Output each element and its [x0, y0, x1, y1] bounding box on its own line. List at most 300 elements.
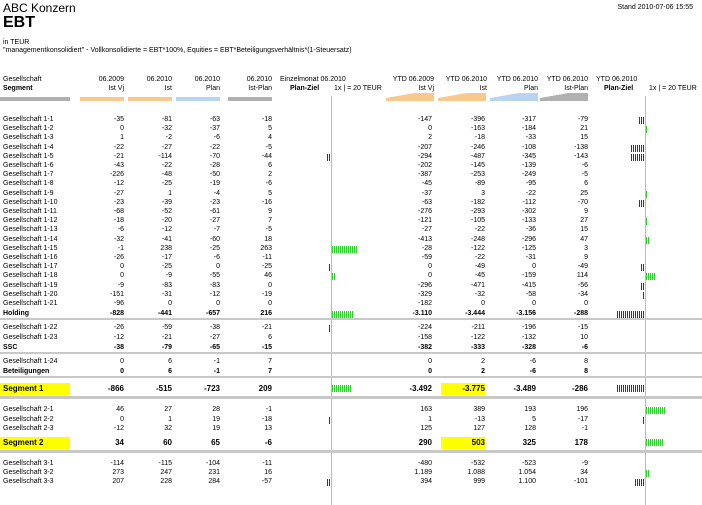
col-m2c: 1x | = 20 TEUR — [649, 85, 697, 92]
negative-bar — [629, 385, 630, 392]
plan-target-bars — [646, 439, 664, 446]
month-value: -11 — [262, 460, 272, 467]
negative-bar — [643, 200, 644, 207]
plan-target-bars — [332, 385, 352, 392]
row-label: Gesellschaft 2-2 — [3, 415, 54, 423]
ytd-value: -9 — [581, 460, 588, 467]
month-value: -18 — [261, 116, 272, 123]
ytd-value: 127 — [473, 424, 485, 432]
row-label: Holding — [3, 310, 30, 318]
col-y4a: YTD 06.2010 — [546, 76, 588, 83]
row-label: Segment 1 — [0, 383, 70, 395]
month-value: -6 — [265, 180, 272, 188]
month-value: -12 — [113, 180, 124, 188]
negative-bar — [329, 154, 330, 161]
positive-bar — [352, 246, 353, 253]
ytd-value: -6 — [581, 162, 588, 169]
col-m1c: 1x | = 20 TEUR — [334, 85, 382, 92]
ytd-value: -122 — [470, 333, 485, 341]
ytd-value: -36 — [525, 226, 536, 234]
table-row — [0, 133, 702, 142]
ytd-value: -211 — [471, 324, 485, 332]
plan-target-bars — [631, 154, 645, 161]
ytd-value: -95 — [525, 180, 536, 188]
plan-target-bars — [646, 237, 650, 244]
month-value: 0 — [120, 125, 124, 133]
ytd-value: 394 — [420, 478, 432, 486]
month-value: 5 — [268, 125, 272, 133]
month-value: 0 — [216, 300, 220, 307]
negative-bar — [621, 385, 622, 392]
month-value: -104 — [205, 460, 220, 467]
plan-target-bars — [631, 145, 645, 152]
month-value: -12 — [113, 333, 124, 341]
negative-bar — [329, 325, 330, 332]
month-value: -65 — [209, 343, 220, 351]
ytd-value: -413 — [417, 235, 432, 243]
positive-bar — [650, 273, 651, 280]
positive-bar — [350, 246, 351, 253]
table-row — [0, 143, 702, 152]
ytd-value: -158 — [417, 333, 432, 341]
bar-y2 — [438, 93, 486, 101]
ytd-value: -49 — [577, 263, 588, 271]
negative-bar — [639, 145, 640, 152]
month-value: -115 — [158, 460, 172, 467]
month-value: 46 — [264, 272, 272, 280]
month-value: -43 — [113, 162, 124, 169]
month-value: -38 — [113, 343, 124, 351]
month-value: -18 — [261, 415, 272, 423]
ytd-value: -6 — [581, 343, 588, 351]
month-value: -12 — [209, 290, 220, 298]
negative-bar — [643, 311, 644, 318]
month-value: 34 — [115, 438, 124, 447]
segment-separator — [0, 450, 702, 453]
col-c3b: Plan — [205, 85, 220, 92]
negative-bar — [643, 479, 644, 486]
month-value: 273 — [112, 469, 124, 477]
positive-bar — [656, 439, 657, 446]
table-row — [0, 198, 702, 207]
month-value: -23 — [113, 198, 124, 206]
ytd-value: 8 — [584, 358, 588, 365]
month-value: -20 — [161, 217, 172, 225]
table-row — [0, 333, 702, 342]
month-value: 7 — [268, 358, 272, 365]
negative-bar — [627, 311, 628, 318]
row-label: Gesellschaft 1-6 — [3, 162, 54, 169]
negative-bar — [631, 385, 632, 392]
month-value: 65 — [211, 438, 220, 447]
month-value: -55 — [209, 272, 220, 280]
month-value: -114 — [158, 152, 172, 160]
month-value: -6 — [213, 254, 220, 261]
table-row — [0, 225, 702, 234]
ytd-value: 2 — [428, 134, 432, 142]
ytd-value: 999 — [473, 478, 485, 486]
month-value: -866 — [107, 384, 124, 394]
month-value: 6 — [268, 162, 272, 169]
month-value: -828 — [109, 310, 124, 318]
table-row — [0, 216, 702, 225]
table-row — [0, 124, 702, 133]
ytd-value: -396 — [470, 116, 485, 123]
month-value: -37 — [209, 125, 220, 133]
positive-bar — [654, 439, 655, 446]
ytd-value: -296 — [521, 235, 536, 243]
negative-bar — [643, 385, 644, 392]
ytd-value: 3 — [584, 244, 588, 252]
month-value: -5 — [265, 143, 272, 151]
segment-row — [0, 383, 702, 395]
ytd-value: -249 — [521, 171, 536, 179]
month-value: -226 — [109, 171, 124, 179]
negative-bar — [643, 283, 644, 290]
timestamp: Stand 2010-07-06 15:55 — [617, 4, 693, 11]
month-value: 1 — [168, 189, 172, 197]
row-label: Gesellschaft 1-4 — [3, 143, 54, 151]
month-value: -25 — [161, 263, 172, 271]
negative-bar — [619, 311, 620, 318]
month-value: 6 — [268, 333, 272, 341]
plan-target-bars — [617, 385, 645, 392]
row-label: Gesellschaft 1-1 — [3, 116, 54, 123]
month-value: -515 — [155, 384, 172, 394]
table-row — [0, 415, 702, 424]
negative-bar — [633, 154, 634, 161]
month-value: -657 — [205, 310, 220, 318]
month-value: -9 — [117, 281, 124, 289]
ytd-value: 10 — [580, 333, 588, 341]
table-row — [0, 262, 702, 271]
ytd-value: -28 — [421, 244, 432, 252]
plan-target-bars — [646, 191, 648, 198]
ytd-value: 0 — [428, 272, 432, 280]
ytd-value: -17 — [577, 415, 588, 423]
row-label: Gesellschaft 1-19 — [3, 281, 58, 289]
month-value: 1 — [168, 415, 172, 423]
ytd-value: -33 — [525, 134, 536, 142]
positive-bar — [332, 385, 333, 392]
ytd-value: 0 — [428, 125, 432, 133]
ytd-value: -145 — [470, 162, 485, 169]
subtotal-row — [0, 367, 702, 376]
negative-bar — [639, 200, 640, 207]
month-value: -22 — [161, 162, 172, 169]
ytd-value: -288 — [573, 310, 588, 318]
ytd-value: -202 — [417, 162, 432, 169]
positive-bar — [344, 385, 345, 392]
month-value: 284 — [208, 478, 220, 486]
negative-bar — [625, 385, 626, 392]
month-value: -81 — [161, 116, 172, 123]
col-c2a: 06.2010 — [146, 76, 172, 83]
ytd-value: -286 — [571, 384, 588, 394]
positive-bar — [334, 273, 335, 280]
positive-bar — [648, 407, 649, 414]
ytd-value: -45 — [421, 180, 432, 188]
month-value: 0 — [120, 358, 124, 365]
col-m1a: Einzelmonat 06.2010 — [280, 76, 346, 83]
positive-bar — [340, 311, 341, 318]
ytd-value: -34 — [577, 290, 588, 298]
month-value: 0 — [120, 272, 124, 280]
ytd-value: -3.110 — [412, 310, 432, 318]
ytd-value: -328 — [521, 343, 536, 351]
segment-row — [0, 437, 702, 449]
positive-bar — [354, 246, 355, 253]
positive-bar — [342, 311, 343, 318]
row-label: Gesellschaft 3-3 — [3, 478, 54, 486]
month-value: 5 — [268, 189, 272, 197]
ytd-value: 1.100 — [518, 478, 536, 486]
ytd-value: -32 — [474, 290, 485, 298]
subtotal-row — [0, 309, 702, 318]
month-value: 228 — [160, 478, 172, 486]
ytd-value: -70 — [577, 198, 588, 206]
ytd-value: 25 — [580, 189, 588, 197]
ytd-value: -182 — [417, 300, 432, 307]
month-value: -70 — [209, 152, 220, 160]
col-c4b: Ist-Plan — [248, 85, 272, 92]
table-row — [0, 244, 702, 253]
ytd-value: -415 — [521, 281, 536, 289]
col-y4b: Ist-Plan — [564, 85, 588, 92]
negative-bar — [617, 385, 618, 392]
negative-bar — [635, 479, 636, 486]
positive-bar — [350, 311, 351, 318]
month-value: -68 — [113, 208, 124, 215]
ytd-value: 0 — [584, 300, 588, 307]
month-value: -22 — [209, 143, 220, 151]
month-value: -12 — [161, 226, 172, 234]
col-m2b: Plan-Ziel — [604, 85, 634, 92]
unit-label: in TEUR — [3, 39, 30, 46]
plan-target-bars — [635, 479, 645, 486]
plan-target-bars — [329, 264, 331, 271]
month-value: -7 — [213, 226, 220, 234]
positive-bar — [346, 246, 347, 253]
negative-bar — [639, 385, 640, 392]
plan-target-bars — [327, 154, 331, 161]
negative-bar — [641, 145, 642, 152]
month-value: -16 — [261, 198, 272, 206]
positive-bar — [656, 407, 657, 414]
month-value: -38 — [209, 324, 220, 332]
row-label: Gesellschaft 1-16 — [3, 254, 58, 261]
negative-bar — [637, 479, 638, 486]
positive-bar — [646, 237, 647, 244]
month-value: -21 — [113, 152, 124, 160]
negative-bar — [623, 385, 624, 392]
negative-bar — [643, 417, 644, 424]
ytd-value: -387 — [417, 171, 432, 179]
negative-bar — [641, 200, 642, 207]
negative-bar — [637, 145, 638, 152]
col-gesellschaft: Gesellschaft — [3, 76, 42, 83]
col-m1b: Plan-Ziel — [290, 85, 320, 92]
col-y3a: YTD 06.2010 — [496, 76, 538, 83]
ytd-value: -382 — [417, 343, 432, 351]
month-value: -151 — [109, 290, 124, 298]
month-value: 238 — [160, 244, 172, 252]
positive-bar — [652, 407, 653, 414]
table-row — [0, 253, 702, 262]
ytd-value: -5 — [581, 171, 588, 179]
month-value: 231 — [208, 469, 220, 477]
plan-target-bars — [646, 273, 656, 280]
ytd-value: -37 — [421, 189, 432, 197]
row-label: Gesellschaft 3-1 — [3, 460, 54, 467]
row-label: Gesellschaft 1-5 — [3, 152, 54, 160]
row-label: Gesellschaft 2-1 — [3, 406, 54, 414]
negative-bar — [641, 283, 642, 290]
ytd-value: -18 — [474, 134, 485, 142]
col-c4a: 06.2010 — [246, 76, 272, 83]
month-value: 2 — [268, 171, 272, 179]
positive-bar — [336, 311, 337, 318]
ytd-value: 21 — [580, 125, 588, 133]
positive-bar — [344, 246, 345, 253]
month-value: 18 — [264, 235, 272, 243]
month-value: 19 — [212, 415, 220, 423]
negative-bar — [639, 154, 640, 161]
ytd-value: -1 — [581, 424, 588, 432]
row-label: Gesellschaft 1-12 — [3, 217, 58, 225]
month-value: -39 — [161, 198, 172, 206]
ytd-value: -480 — [417, 460, 432, 467]
ytd-value: -293 — [470, 208, 485, 215]
positive-bar — [660, 407, 661, 414]
positive-bar — [662, 407, 663, 414]
ytd-value: -3.444 — [465, 310, 485, 318]
positive-bar — [348, 385, 349, 392]
month-value: -27 — [209, 217, 220, 225]
negative-bar — [635, 154, 636, 161]
month-value: 263 — [260, 244, 272, 252]
positive-bar — [648, 470, 649, 477]
row-label: Gesellschaft 1-22 — [3, 324, 58, 332]
col-m2a: YTD 06.2010 — [596, 76, 638, 83]
month-value: 216 — [260, 310, 272, 318]
month-value: -4 — [213, 189, 220, 197]
positive-bar — [334, 385, 335, 392]
positive-bar — [332, 246, 333, 253]
month-value: -2 — [165, 134, 172, 142]
ytd-value: -471 — [470, 281, 485, 289]
positive-bar — [336, 385, 337, 392]
ytd-value: 5 — [532, 415, 536, 423]
company-name: ABC Konzern — [3, 1, 76, 15]
table-row — [0, 405, 702, 414]
plan-target-bars — [646, 470, 650, 477]
negative-bar — [641, 264, 642, 271]
plan-target-bars — [617, 311, 645, 318]
negative-bar — [329, 479, 330, 486]
plan-target-bars — [641, 283, 645, 290]
row-label: Gesellschaft 1-21 — [3, 300, 58, 307]
positive-bar — [338, 311, 339, 318]
ytd-value: -248 — [470, 235, 485, 243]
negative-bar — [631, 145, 632, 152]
row-label: Gesellschaft 1-8 — [3, 180, 54, 188]
bar-c2 — [128, 97, 172, 101]
ytd-value: -294 — [417, 152, 432, 160]
month-value: -96 — [113, 300, 124, 307]
month-value: -31 — [161, 290, 172, 298]
col-y1a: YTD 06.2009 — [392, 76, 434, 83]
ytd-value: 0 — [532, 263, 536, 271]
plan-target-bars — [646, 407, 666, 414]
ytd-value: -487 — [470, 152, 485, 160]
row-label: Gesellschaft 1-15 — [3, 244, 58, 252]
positive-bar — [660, 439, 661, 446]
table-row — [0, 179, 702, 188]
month-value: 0 — [120, 263, 124, 271]
negative-bar — [639, 117, 640, 124]
negative-bar — [633, 311, 634, 318]
month-value: 9 — [268, 208, 272, 215]
negative-bar — [639, 479, 640, 486]
ytd-value: -22 — [525, 189, 536, 197]
negative-bar — [641, 117, 642, 124]
ytd-value: -317 — [521, 116, 536, 123]
month-value: -21 — [161, 333, 172, 341]
subtotal-separator — [0, 318, 702, 320]
ytd-value: -108 — [521, 143, 536, 151]
positive-bar — [646, 439, 647, 446]
month-value: 0 — [120, 368, 124, 376]
col-segment: Segment — [3, 85, 33, 92]
ytd-value: -13 — [474, 415, 485, 423]
month-value: 6 — [168, 358, 172, 365]
positive-bar — [342, 385, 343, 392]
table-row — [0, 281, 702, 290]
positive-bar — [338, 246, 339, 253]
ytd-value: -302 — [521, 208, 536, 215]
col-y3b: Plan — [523, 85, 538, 92]
month-value: -52 — [161, 208, 172, 215]
positive-bar — [658, 439, 659, 446]
negative-bar — [621, 311, 622, 318]
ytd-value: -333 — [470, 343, 485, 351]
ytd-value: -296 — [417, 281, 432, 289]
month-value: -1 — [213, 358, 220, 365]
plan-target-bars — [327, 479, 331, 486]
month-value: -23 — [209, 198, 220, 206]
ytd-value: -63 — [421, 198, 432, 206]
month-value: -17 — [161, 254, 172, 261]
positive-bar — [646, 218, 647, 225]
ytd-value: 15 — [580, 226, 588, 234]
ytd-value: 178 — [574, 438, 588, 447]
month-value: -60 — [209, 235, 220, 243]
bar-c1 — [80, 97, 124, 101]
negative-bar — [327, 154, 328, 161]
table-row — [0, 189, 702, 198]
month-value: 6 — [168, 368, 172, 376]
month-value: -6 — [213, 134, 220, 142]
row-label: Gesellschaft 1-7 — [3, 171, 54, 179]
ytd-value: 1.088 — [467, 469, 485, 477]
positive-bar — [338, 385, 339, 392]
ytd-value: -163 — [470, 125, 485, 133]
ytd-value: -105 — [470, 217, 485, 225]
ytd-value: -159 — [521, 272, 536, 280]
ytd-value: 2 — [481, 368, 485, 376]
ytd-value: 27 — [580, 217, 588, 225]
